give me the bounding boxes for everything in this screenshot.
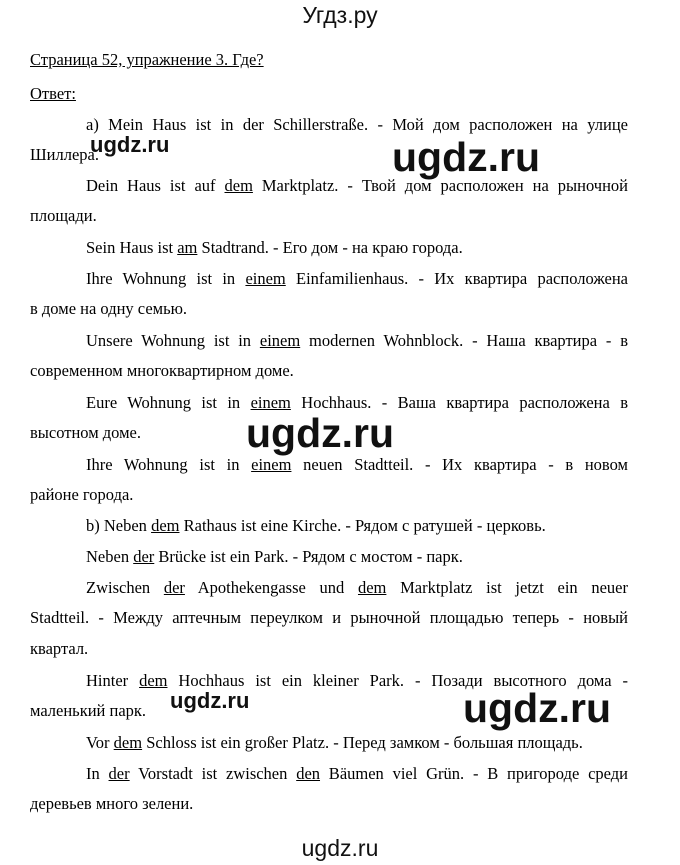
site-title: Угдз.ру — [302, 2, 378, 28]
text-segment: Bäumen viel Grün. - В пригороде среди — [320, 764, 628, 783]
text-segment: Sein Haus ist — [86, 238, 178, 257]
underlined-word: am — [177, 238, 198, 257]
text-segment: Apothekengasse und — [184, 578, 358, 597]
text-line — [86, 518, 546, 535]
text-segment: Vor — [86, 733, 114, 752]
underlined-word: einem — [250, 393, 291, 412]
text-segment: маленький парк. — [30, 701, 147, 720]
text-segment: Vorstadt ist zwischen — [129, 764, 297, 783]
text-segment: районе города. — [30, 485, 134, 504]
underlined-word: der — [133, 547, 155, 566]
text-segment: Шиллера. — [30, 145, 99, 164]
text-segment: Stadtteil. - Между аптечным переулком и рыночной площадью теперь - новый — [30, 608, 628, 627]
text-segment: Eure Wohnung ist in — [86, 393, 251, 412]
text-segment: Unsere Wohnung ist in — [86, 331, 260, 350]
text-line — [86, 333, 628, 350]
text-segment: Hochhaus. - Ваша квартира расположена в — [290, 393, 628, 412]
text-segment: Dein Haus ist auf — [86, 176, 225, 195]
underlined-word: dem — [357, 578, 387, 597]
underlined-word: den — [296, 764, 321, 783]
text-line — [86, 178, 628, 195]
text-segment: Marktplatz ist jetzt ein neuer — [386, 578, 628, 597]
text-line — [86, 549, 463, 566]
text-line — [86, 766, 628, 783]
underlined-word: einem — [245, 269, 286, 288]
text-segment: а) Mein Haus ist in der Schillerstraße. - Мой дом расположен на улице — [86, 115, 628, 134]
text-segment: в доме на одну семью. — [30, 299, 188, 318]
text-line — [30, 641, 88, 658]
text-segment: Brücke ist ein Park. - Рядом с мостом - парк. — [154, 547, 463, 566]
watermark: ugdz.ru — [392, 134, 541, 180]
text-segment: Hochhaus ist ein kleiner Park. - Позади высотного дома - — [167, 671, 628, 690]
text-line — [30, 425, 141, 442]
text-line — [30, 363, 294, 380]
text-line — [30, 796, 193, 813]
text-segment: In — [86, 764, 109, 783]
text-segment: Stadtrand. - Его дом - на краю города. — [197, 238, 463, 257]
text-segment: деревьев много зелени. — [30, 794, 194, 813]
underlined-word: der — [163, 578, 185, 597]
text-line — [86, 580, 628, 597]
watermark: ugdz.ru — [170, 688, 250, 713]
text-segment: квартал. — [30, 639, 89, 658]
text-line — [30, 208, 97, 225]
text-line — [30, 703, 146, 720]
text-segment: Ihre Wohnung ist in — [86, 455, 252, 474]
underlined-word: dem — [151, 516, 180, 535]
underlined-word: einem — [259, 331, 301, 350]
watermark: ugdz.ru — [246, 410, 395, 456]
text-segment: площади. — [30, 206, 97, 225]
text-segment: Zwischen — [86, 578, 164, 597]
text-segment: Einfamilienhaus. - Их квартира расположена — [285, 269, 628, 288]
underlined-word: der — [108, 764, 130, 783]
text-line — [86, 457, 628, 474]
underlined-word: dem — [139, 671, 168, 690]
text-segment: высотном доме. — [30, 423, 141, 442]
underlined-word: einem — [251, 455, 292, 474]
text-segment: Neben — [86, 547, 134, 566]
watermark: ugdz.ru — [90, 132, 170, 157]
text-segment: b) Neben — [86, 516, 152, 535]
text-line — [30, 147, 99, 164]
text-segment: Rathaus ist eine Kirche. - Рядом с ратушей - церковь. — [179, 516, 546, 535]
answer-label: Ответ: — [30, 84, 76, 103]
watermark: ugdz.ru — [463, 685, 612, 731]
text-line — [30, 487, 133, 504]
text-segment: Marktplatz. - Твой дом расположен на рыночной — [252, 176, 628, 195]
exercise-heading: Страница 52, упражнение 3. Где? — [30, 50, 264, 69]
underlined-word: dem — [113, 733, 143, 752]
text-line — [30, 301, 187, 318]
text-line — [30, 610, 628, 627]
text-line — [86, 271, 628, 288]
text-segment: neuen Stadtteil. - Их квартира - в новом — [291, 455, 628, 474]
text-line — [86, 735, 583, 752]
text-segment: Schloss ist ein großer Platz. - Перед замком - большая площадь. — [142, 733, 583, 752]
text-segment: Ihre Wohnung ist in — [86, 269, 246, 288]
text-segment: современном многоквартирном доме. — [30, 361, 294, 380]
site-footer: ugdz.ru — [301, 835, 379, 861]
underlined-word: dem — [224, 176, 253, 195]
text-segment: Hinter — [86, 671, 140, 690]
text-segment: modernen Wohnblock. - Наша квартира - в — [300, 331, 628, 350]
text-line — [86, 240, 463, 257]
